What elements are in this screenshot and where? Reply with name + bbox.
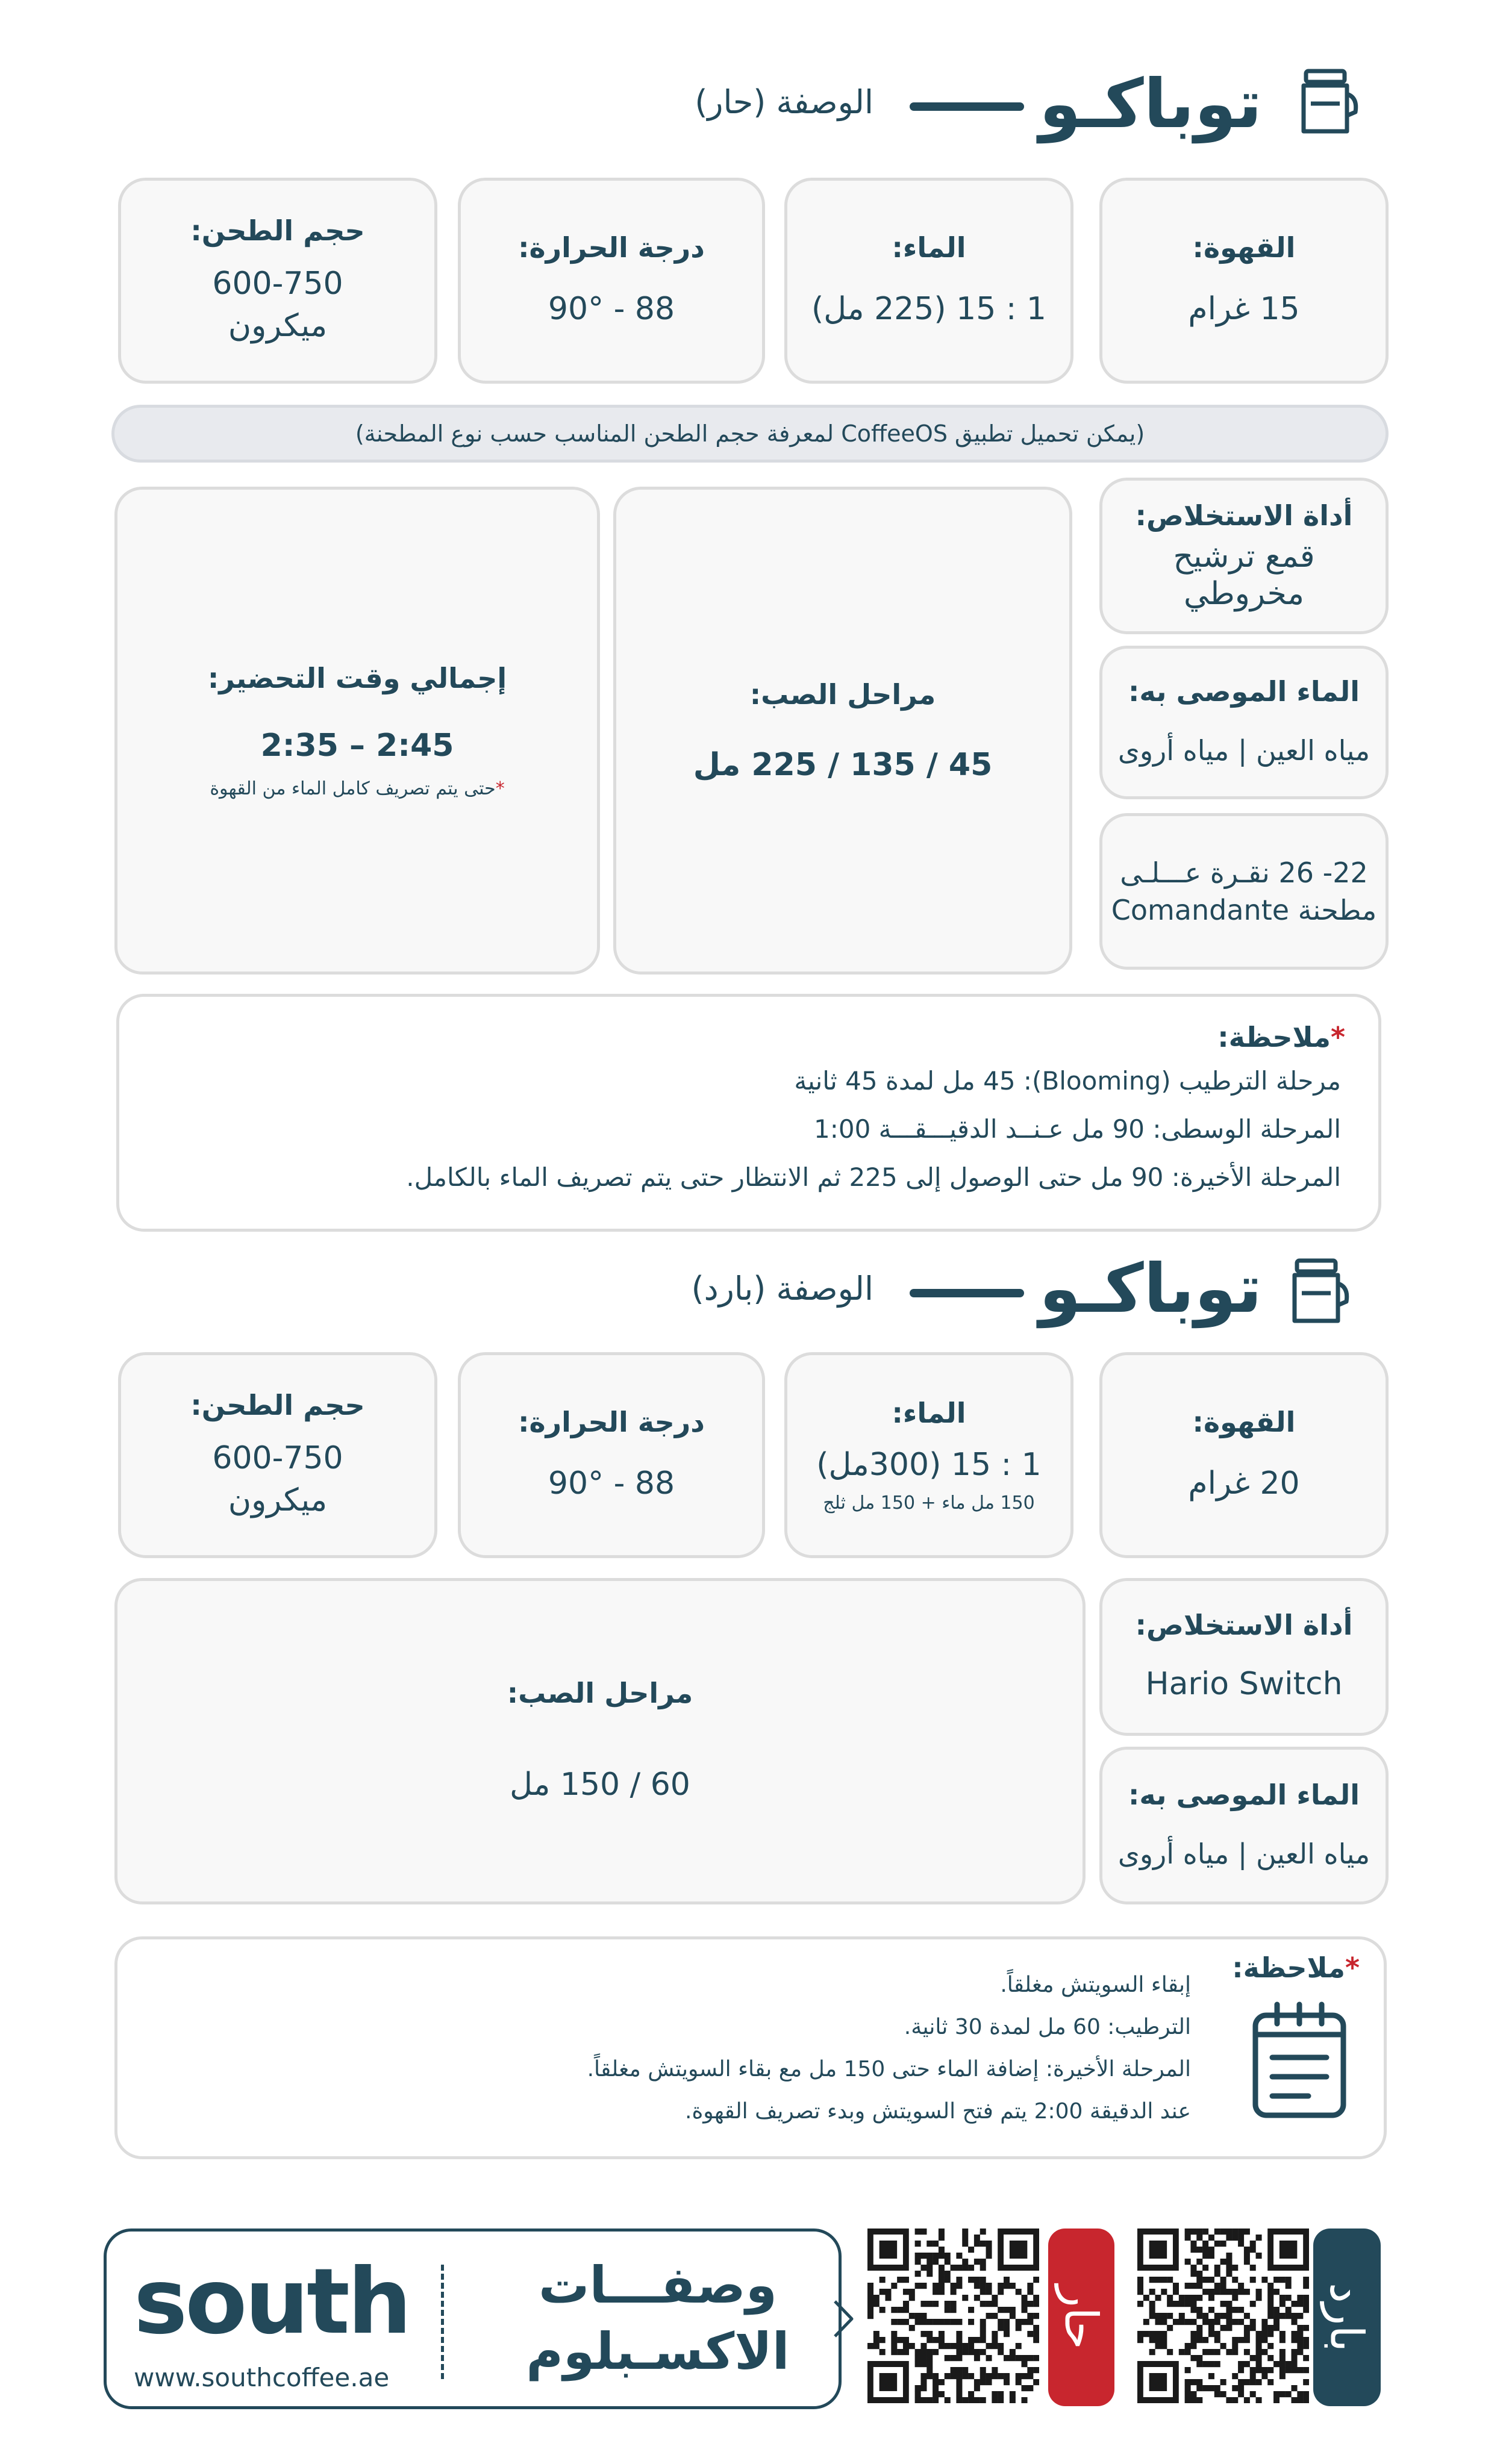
hot-note-line-1: مرحلة الترطيب (Blooming): 45 مل لمدة 45 ثانية	[794, 1066, 1341, 1096]
hot-water-value: 1 : 15 (225 مل)	[811, 290, 1046, 327]
footer-brand-box	[104, 2229, 842, 2409]
hot-note-box	[116, 994, 1381, 1232]
cold-note-line-3: المرحلة الأخيرة: إضافة الماء حتى 150 مل مع بقاء السويتش مغلقاً.	[587, 2057, 1191, 2082]
cold-note-line-1: إبقاء السويتش مغلقاً.	[1000, 1973, 1191, 1997]
cold-grind-value: 600-750	[212, 1439, 343, 1476]
footer-title-1: وصفـــات	[539, 2256, 777, 2315]
hot-tool-value: قمع ترشيح	[1173, 538, 1315, 575]
cold-grind-card	[118, 1352, 437, 1558]
cold-tool-label: أداة الاستخلاص:	[1135, 1608, 1353, 1641]
hot-app-hint-text: (يمكن تحميل تطبيق CoffeeOS لمعرفة حجم الطحن المناسب حسب نوع المطحنة)	[355, 420, 1145, 447]
hot-note-title-text: ملاحظة:	[1217, 1021, 1331, 1053]
hot-note-title	[1217, 1021, 1345, 1053]
cold-note-line-4: عند الدقيقة 2:00 يتم فتح السويتش وبدء تصريف القهوة.	[685, 2099, 1191, 2124]
hot-note-asterisk: *	[1330, 1021, 1345, 1053]
cold-coffee-label: القهوة:	[1192, 1405, 1296, 1438]
hot-temperature-value: 88 - 90°	[548, 290, 675, 327]
hot-pours-label: مراحل الصب:	[749, 678, 936, 711]
hot-recipe-subtitle: الوصفة (حار)	[695, 83, 873, 121]
cold-coffee-value: 20 غرام	[1188, 1465, 1300, 1502]
cold-qr-tag-label: بارد	[1320, 2283, 1374, 2352]
cold-temperature-label: درجة الحرارة:	[518, 1405, 705, 1438]
hot-total-time-label: إجمالي وقت التحضير:	[207, 662, 507, 694]
hot-total-time-card	[114, 487, 600, 975]
footer-title-2: الاكسـبلوم	[526, 2322, 790, 2381]
cold-pours-value: 60 / 150 مل	[510, 1766, 690, 1803]
hot-recommended-water-card	[1099, 646, 1389, 799]
hot-coffee-value: 15 غرام	[1188, 290, 1300, 327]
footer-divider	[441, 2265, 444, 2379]
cold-temperature-card	[458, 1352, 765, 1558]
hot-qr-code[interactable]	[867, 2229, 1039, 2403]
hot-footnote-text: حتى يتم تصريف كامل الماء من القهوة	[210, 778, 496, 799]
clipboard-icon	[1248, 2000, 1351, 2120]
hot-grind-label: حجم الطحن:	[190, 214, 365, 247]
hot-temperature-card	[458, 178, 765, 384]
cold-note-title-text: ملاحظة:	[1232, 1951, 1345, 1984]
cold-temperature-value: 88 - 90°	[548, 1465, 675, 1502]
cold-water-sub: 150 مل ماء + 150 مل ثلج	[823, 1492, 1035, 1514]
hot-brand-title: توباكـو	[1039, 65, 1262, 143]
hot-water-card	[784, 178, 1073, 384]
hot-title-dash	[910, 102, 1024, 111]
cold-note-asterisk: *	[1345, 1951, 1360, 1984]
cold-recommended-water-label: الماء الموصى به:	[1128, 1778, 1360, 1811]
cold-tool-card	[1099, 1578, 1389, 1736]
cold-coffee-card	[1099, 1352, 1389, 1558]
hot-grind-card	[118, 178, 437, 384]
cold-qr-tag	[1313, 2229, 1381, 2406]
website-link[interactable]: www.southcoffee.ae	[134, 2363, 390, 2392]
hot-note-line-2: المرحلة الوسطى: 90 مل عـنــد الدقيـــقـــة 1:00	[813, 1114, 1341, 1144]
cold-title-dash	[910, 1289, 1024, 1297]
cold-qr-code[interactable]	[1137, 2229, 1309, 2403]
hot-water-label: الماء:	[892, 231, 966, 264]
cold-note-box	[114, 1936, 1387, 2159]
hot-tool-card	[1099, 478, 1389, 634]
hot-footnote-asterisk: *	[495, 778, 505, 799]
hot-recommended-water-label: الماء الموصى به:	[1128, 675, 1360, 708]
cold-water-card	[784, 1352, 1073, 1558]
cold-recipe-subtitle: الوصفة (بارد)	[691, 1270, 873, 1308]
hot-grinder-model: مطحنة Comandante	[1111, 894, 1377, 926]
hot-total-time-value: 2:35 – 2:45	[260, 728, 454, 764]
cold-note-title	[1232, 1951, 1360, 1984]
south-logo: south	[134, 2250, 410, 2354]
hot-app-hint-bar	[111, 405, 1389, 463]
hot-tool-label: أداة الاستخلاص:	[1135, 499, 1353, 532]
cold-kettle-icon	[1286, 1256, 1352, 1328]
hot-kettle-icon	[1295, 66, 1361, 139]
cold-note-line-2: الترطيب: 60 مل لمدة 30 ثانية.	[904, 2015, 1191, 2039]
hot-temperature-label: درجة الحرارة:	[518, 231, 705, 264]
hot-grind-value: 600-750	[212, 265, 343, 302]
hot-grinder-clicks: 22- 26 نقـرة عـــلـى	[1120, 856, 1368, 889]
cold-grind-label: حجم الطحن:	[190, 1388, 365, 1421]
footer-pointer-icon	[831, 2298, 855, 2340]
cold-grind-unit: ميكرون	[228, 1482, 328, 1518]
cold-tool-value: Hario Switch	[1145, 1665, 1343, 1702]
cold-water-value: 1 : 15 (300مل)	[816, 1447, 1042, 1483]
cold-pours-label: مراحل الصب:	[507, 1676, 693, 1709]
hot-qr-tag	[1048, 2229, 1114, 2406]
hot-total-time-footnote	[210, 778, 504, 799]
hot-coffee-label: القهوة:	[1192, 231, 1296, 264]
hot-pours-card	[613, 487, 1072, 975]
hot-qr-tag-label: حار	[1054, 2285, 1108, 2350]
cold-recommended-water-value: مياه العين | مياه أروى	[1117, 1837, 1370, 1870]
hot-pours-value: 45 / 135 / 225 مل	[693, 747, 993, 783]
hot-recommended-water-value: مياه العين | مياه أروى	[1117, 734, 1370, 767]
hot-grind-unit: ميكرون	[228, 308, 328, 344]
cold-recommended-water-card	[1099, 1747, 1389, 1904]
hot-tool-value-2: مخروطي	[1184, 576, 1304, 612]
hot-coffee-card	[1099, 178, 1389, 384]
cold-water-label: الماء:	[892, 1397, 966, 1430]
hot-grinder-card	[1099, 813, 1389, 970]
hot-note-line-3: المرحلة الأخيرة: 90 مل حتى الوصول إلى 225 ثم الانتظار حتى يتم تصريف الماء بالكامل.	[406, 1162, 1341, 1192]
cold-brand-title: توباكـو	[1039, 1250, 1262, 1328]
cold-pours-card	[114, 1578, 1086, 1904]
